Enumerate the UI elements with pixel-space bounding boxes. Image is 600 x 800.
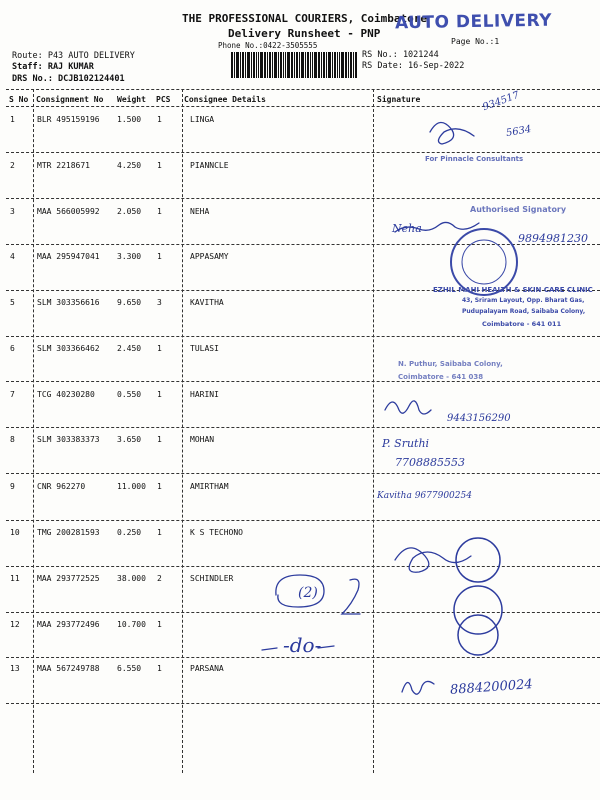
- row-consignment: MAA 293772525: [37, 574, 100, 583]
- row-consignment: BLR 495159196: [37, 115, 100, 124]
- row-consignment: MAA 293772496: [37, 620, 100, 629]
- row-consignee: HARINI: [190, 390, 219, 399]
- ditto-mark-a: [262, 648, 277, 650]
- staff-label: Staff: RAJ KUMAR: [12, 62, 94, 72]
- row-consignment: MTR 2218671: [37, 161, 90, 170]
- row-pcs: 1: [157, 115, 162, 124]
- signature-row1: [430, 122, 474, 144]
- signature-row7: [385, 401, 431, 414]
- col-consignment-header: Consignment No: [36, 95, 104, 104]
- clinic-seal-inner: [462, 240, 506, 284]
- row-sno: 6: [10, 344, 15, 353]
- row-weight: 10.700: [117, 620, 146, 629]
- handwriting-row1: 934517: [481, 89, 521, 114]
- row-consignment: TMG 200281593: [37, 528, 100, 537]
- row-consignment: TCG 40230280: [37, 390, 95, 399]
- row-sno: 9: [10, 482, 15, 491]
- stamp-row3: Authorised Signatory: [470, 205, 567, 214]
- row-pcs: 1: [157, 344, 162, 353]
- clinic-addr-2: Pudupalayam Road, Saibaba Colony,: [462, 308, 586, 315]
- phone-number: Phone No.:0422-3505555: [218, 41, 318, 50]
- stamp-row6-addr1: N. Puthur, Saibaba Colony,: [398, 360, 503, 368]
- handwriting-row11: (2): [298, 585, 318, 601]
- clinic-addr-3: Coimbatore - 641 011: [482, 320, 562, 328]
- row-weight: 2.050: [117, 207, 142, 216]
- clinic-addr-1: 43, Sriram Layout, Opp. Bharat Gas,: [462, 297, 585, 304]
- handwriting-row8: P. Sruthi: [382, 437, 430, 450]
- col-consignee-header: Consignee Details: [184, 95, 266, 104]
- col-sno-header: S No: [9, 95, 29, 104]
- mark-2: [342, 579, 360, 614]
- rs-number: RS No.: 1021244: [362, 50, 439, 60]
- row-consignment: SLM 303366462: [37, 344, 100, 353]
- route-label: Route: P43 AUTO DELIVERY: [12, 51, 135, 61]
- row-consignee: MOHAN: [190, 435, 215, 444]
- row-weight: 0.250: [117, 528, 142, 537]
- seal-row10: [456, 538, 500, 582]
- row-sno: 13: [10, 664, 20, 673]
- row-weight: 9.650: [117, 298, 142, 307]
- handwriting-row9: Kavitha 9677900254: [377, 491, 472, 501]
- row-consignee: KAVITHA: [190, 298, 224, 307]
- row-weight: 6.550: [117, 664, 142, 673]
- company-name: THE PROFESSIONAL COURIERS, Coimbatore: [182, 12, 428, 25]
- page-number: Page No.:1: [451, 37, 500, 46]
- row-pcs: 1: [157, 390, 162, 399]
- seal-row11: [454, 586, 502, 634]
- row-pcs: 1: [157, 664, 162, 673]
- handwriting-row3-phone: 9894981230: [518, 232, 588, 245]
- stamp-row2: For Pinnacle Consultants: [425, 155, 524, 163]
- signature-row13: [402, 681, 434, 694]
- handwriting-row12: -do-: [283, 633, 322, 657]
- row-weight: 3.650: [117, 435, 142, 444]
- row-pcs: 1: [157, 482, 162, 491]
- stamp-row6-addr2: Coimbatore - 641 038: [398, 373, 484, 381]
- row-pcs: 3: [157, 298, 162, 307]
- row-consignee: PIANNCLE: [190, 161, 229, 170]
- row-sno: 11: [10, 574, 20, 583]
- row-sno: 8: [10, 435, 15, 444]
- row-consignee: APPASAMY: [190, 252, 229, 261]
- row-sno: 12: [10, 620, 20, 629]
- row-weight: 1.500: [117, 115, 142, 124]
- row-weight: 2.450: [117, 344, 142, 353]
- row-consignee: TULASI: [190, 344, 219, 353]
- row-consignee: AMIRTHAM: [190, 482, 229, 491]
- row-sno: 1: [10, 115, 15, 124]
- col-pcs-header: PCS: [156, 95, 171, 104]
- row-consignment: MAA 567249788: [37, 664, 100, 673]
- row-pcs: 2: [157, 574, 162, 583]
- row-consignee: K S TECHONO: [190, 528, 243, 537]
- signature-row10: [395, 548, 471, 572]
- handwriting-row1b: 5634: [505, 123, 533, 140]
- row-sno: 2: [10, 161, 15, 170]
- row-pcs: 1: [157, 620, 162, 629]
- row-weight: 4.250: [117, 161, 142, 170]
- row-consignee: LINGA: [190, 115, 215, 124]
- row-weight: 3.300: [117, 252, 142, 261]
- auto-delivery-stamp: AUTO DELIVERY: [394, 10, 553, 34]
- col-signature-header: Signature: [377, 95, 421, 104]
- row-sno: 4: [10, 252, 15, 261]
- row-consignee: NEHA: [190, 207, 210, 216]
- row-sno: 3: [10, 207, 15, 216]
- handwriting-row8-phone: 7708885553: [395, 456, 465, 469]
- row-consignee: PARSANA: [190, 664, 224, 673]
- row-consignment: CNR 962270: [37, 482, 86, 491]
- runsheet-title: Delivery Runsheet - PNP: [228, 27, 381, 40]
- row-weight: 11.000: [117, 482, 146, 491]
- row-sno: 5: [10, 298, 15, 307]
- handwriting-row13-phone: 8884200024: [449, 677, 534, 698]
- row-pcs: 1: [157, 435, 162, 444]
- row-consignment: MAA 566005992: [37, 207, 100, 216]
- row-pcs: 1: [157, 528, 162, 537]
- row-weight: 38.000: [117, 574, 146, 583]
- seal-row12: [458, 615, 498, 655]
- row-pcs: 1: [157, 161, 162, 170]
- clinic-name: EZHIL MAHI HEALTH & SKIN CARE CLINIC: [433, 286, 593, 294]
- row-consignment: SLM 303356616: [37, 298, 100, 307]
- row-consignment: MAA 295947041: [37, 252, 100, 261]
- row-sno: 7: [10, 390, 15, 399]
- row-pcs: 1: [157, 207, 162, 216]
- col-weight-header: Weight: [117, 95, 146, 104]
- handwriting-row7-phone: 9443156290: [447, 413, 511, 424]
- row-consignment: SLM 303383373: [37, 435, 100, 444]
- row-consignee: SCHINDLER: [190, 574, 234, 583]
- row-weight: 0.550: [117, 390, 142, 399]
- handwriting-row3: Neha: [392, 222, 422, 235]
- drs-number: DRS No.: DCJB102124401: [12, 74, 125, 84]
- rs-date: RS Date: 16-Sep-2022: [362, 61, 465, 71]
- row-sno: 10: [10, 528, 20, 537]
- row-pcs: 1: [157, 252, 162, 261]
